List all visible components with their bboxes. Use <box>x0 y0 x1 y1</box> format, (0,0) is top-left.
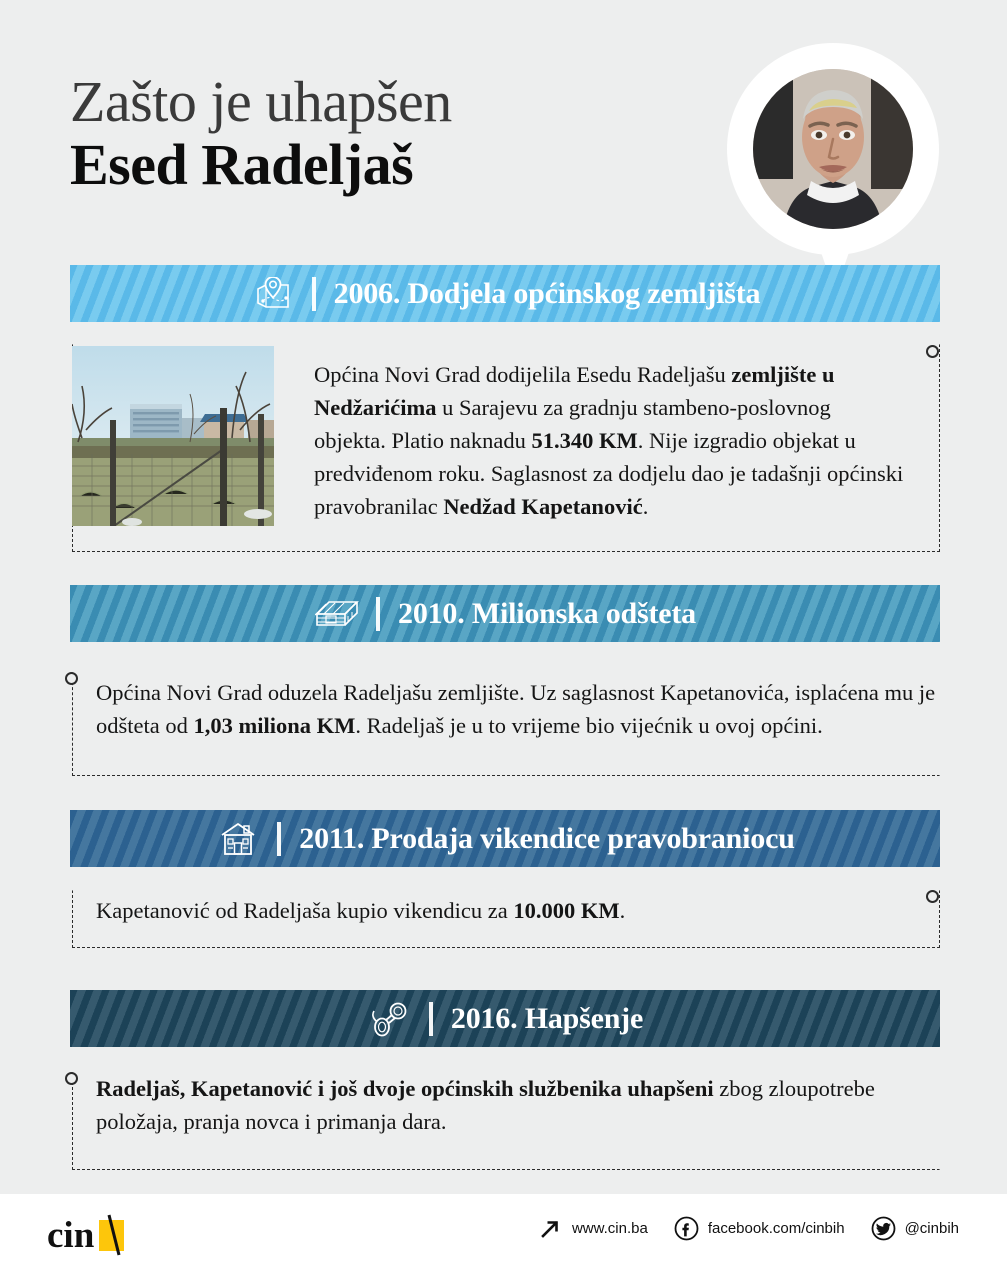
header-divider <box>312 277 316 311</box>
avatar <box>753 69 913 229</box>
twitter-link[interactable] <box>871 1216 959 1241</box>
portrait-bubble <box>727 43 939 293</box>
facebook-label: facebook.com/cinbih <box>707 1220 845 1237</box>
twitter-icon <box>871 1216 896 1241</box>
section-header-2016 <box>70 990 940 1047</box>
header-divider <box>376 597 380 631</box>
house-icon <box>215 819 261 859</box>
section-3-marker-dot <box>926 890 939 903</box>
arrow-up-right-icon <box>538 1216 563 1241</box>
section-2-body: Općina Novi Grad oduzela Radeljašu zemljište. Uz saglasnost Kapetanovića, isplaćena mu je odšteta od 1,03 miliona KM. Radeljaš je u to vrijeme bio vijećnik u ovoj općini. <box>96 680 936 739</box>
footer <box>0 1194 1007 1267</box>
cin-logo[interactable] <box>47 1211 147 1257</box>
twitter-label: @cinbih <box>904 1220 959 1237</box>
portrait-photo-icon <box>753 69 913 229</box>
page-title <box>70 69 452 198</box>
section-1-body: Općina Novi Grad dodijelila Esedu Radeljašu zemljište u Nedžarićima u Sarajevu za gradnju stambeno-poslovnog objekta. Platio naknadu 51.340 KM. Nije izgradio objekat u predviđenom roku. Saglasnost za dodjelu dao je tadašnji općinski pravobranilac Nedžad Kapetanović. <box>314 362 904 520</box>
empty-lot-photo <box>72 346 274 526</box>
website-link[interactable] <box>538 1216 648 1241</box>
title-line-1: Zašto je uhapšen <box>70 69 452 134</box>
svg-text:cin: cin <box>47 1215 95 1256</box>
section-heading-text: 2016. Hapšenje <box>450 1001 644 1035</box>
social-links <box>538 1216 959 1241</box>
title-line-2: Esed Radeljaš <box>70 131 414 197</box>
section-heading-text: 2006. Dodjela općinskog zemljišta <box>333 276 761 310</box>
money-stack-icon <box>314 594 360 634</box>
facebook-icon <box>674 1216 699 1241</box>
section-heading-text: 2011. Prodaja vikendice pravobraniocu <box>299 821 795 855</box>
section-header-2011 <box>70 810 940 867</box>
handcuffs-icon <box>367 999 413 1039</box>
section-4-body: Radeljaš, Kapetanović i još dvoje općinskih službenika uhapšeni zbog zloupotrebe položaja, pranja novca i primanja dara. <box>96 1076 875 1135</box>
header-divider <box>429 1002 433 1036</box>
header-divider <box>277 822 281 856</box>
facebook-link[interactable] <box>674 1216 845 1241</box>
map-pin-icon <box>250 274 296 314</box>
section-header-2010 <box>70 585 940 642</box>
section-heading-text: 2010. Milionska odšteta <box>398 596 696 630</box>
section-1-marker-dot <box>926 345 939 358</box>
section-4-marker-dot <box>65 1072 78 1085</box>
section-2-marker-dot <box>65 672 78 685</box>
section-header-2006 <box>70 265 940 322</box>
website-label: www.cin.ba <box>571 1220 648 1237</box>
section-3-body: Kapetanović od Radeljaša kupio vikendicu za 10.000 KM. <box>96 898 626 923</box>
